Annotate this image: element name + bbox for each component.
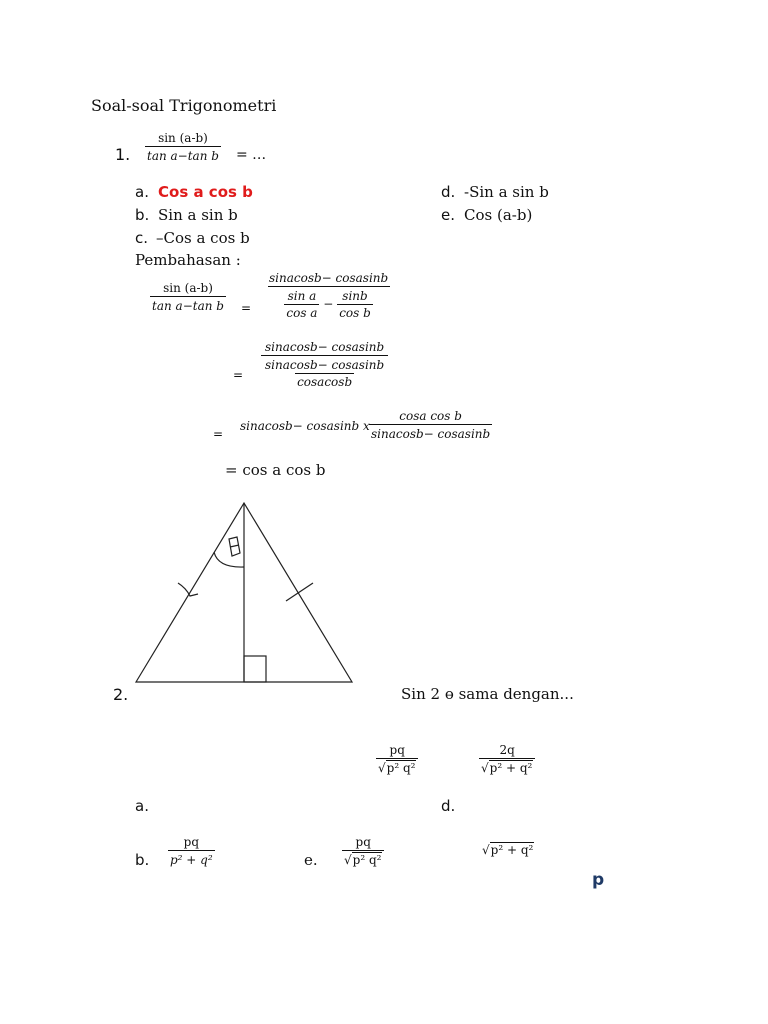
theta-mark [229, 537, 240, 556]
step1-equals: = [241, 301, 252, 315]
option-a-letter: a. [135, 183, 149, 201]
extra-square-root [482, 843, 534, 857]
q2-option-d-letter: d. [441, 797, 456, 815]
option-e-denominator [342, 850, 384, 867]
step2-numerator: sinacosb− cosasinb [265, 340, 385, 354]
option-d-text: -Sin a sin b [464, 183, 549, 201]
sqrt-symbol: √p² q² [378, 761, 416, 775]
sin-a-text: sin a [287, 289, 317, 303]
final-result: = cos a cos b [225, 461, 326, 479]
step3-numerator: cosa cos b [399, 409, 462, 423]
option-d-denominator [479, 758, 535, 775]
sqrt-symbol: √p² q² [344, 853, 382, 867]
option-d-fraction [479, 743, 535, 775]
radicand: p² q² [386, 761, 416, 775]
option-b-letter: b. [135, 206, 150, 224]
right-angle-marker [244, 656, 266, 682]
sqrt-symbol: √p² + q² [482, 843, 534, 857]
option-a-fraction [376, 743, 418, 775]
stray-letter: p [592, 870, 605, 890]
cos-a-text: cos a [286, 306, 318, 320]
option-b-denominator: p² + q² [168, 850, 215, 867]
sqrt-symbol: √p² + q² [481, 761, 533, 775]
angle-arc [214, 552, 244, 567]
step2-inner-numerator: sinacosb− cosasinb [265, 358, 385, 372]
radicand: p² + q² [489, 761, 533, 775]
step3-left-expression: sinacosb− cosasinb x [240, 419, 370, 433]
sin-b-text: sinb [342, 289, 368, 303]
radicand: p² + q² [490, 843, 534, 857]
option-a-denominator [376, 758, 418, 775]
right-side-tick [286, 583, 313, 601]
option-d-numerator: 2q [499, 743, 515, 757]
option-c-text: –Cos a cos b [156, 229, 250, 247]
question-2-prompt: Sin 2 ɵ sama dengan... [401, 685, 574, 703]
option-a-numerator: pq [389, 743, 405, 757]
step2-equals: = [233, 368, 244, 382]
cos-b-text: cos b [339, 306, 371, 320]
q2-option-b-letter: b. [135, 851, 150, 869]
option-b-text: Sin a sin b [158, 206, 238, 224]
question-1-equals: = … [236, 147, 267, 163]
fraction-numerator: sin (a-b) [158, 131, 208, 145]
step1-rhs-numerator: sinacosb− cosasinb [269, 271, 389, 285]
option-e-fraction [342, 835, 384, 867]
option-a-answer: Cos a cos b [158, 183, 253, 201]
question-2-number: 2. [113, 685, 129, 704]
option-c-letter: c. [135, 229, 149, 247]
option-d-letter: d. [441, 183, 456, 201]
radicand: p² q² [352, 853, 382, 867]
question-1-number: 1. [115, 145, 131, 164]
option-e-text: Cos (a-b) [464, 206, 533, 224]
step3-denominator: sinacosb− cosasinb [369, 424, 492, 441]
step3-equals: = [213, 427, 224, 441]
step2-inner-denominator: cosacosb [297, 375, 353, 389]
step1-lhs-denominator: tan a−tan b [150, 296, 226, 313]
option-e-numerator: pq [355, 835, 371, 849]
option-b-numerator: pq [183, 835, 200, 849]
minus-sign: − [323, 297, 334, 311]
q2-option-e-letter: e. [304, 851, 318, 869]
option-b-fraction [168, 835, 215, 867]
option-e-letter: e. [441, 206, 455, 224]
step1-lhs-numerator: sin (a-b) [163, 281, 213, 295]
q2-option-a-letter: a. [135, 797, 149, 815]
fraction-denominator: tan a−tan b [145, 146, 221, 163]
pembahasan-label: Pembahasan : [135, 251, 241, 269]
document-title: Soal-soal Trigonometri [91, 96, 277, 115]
